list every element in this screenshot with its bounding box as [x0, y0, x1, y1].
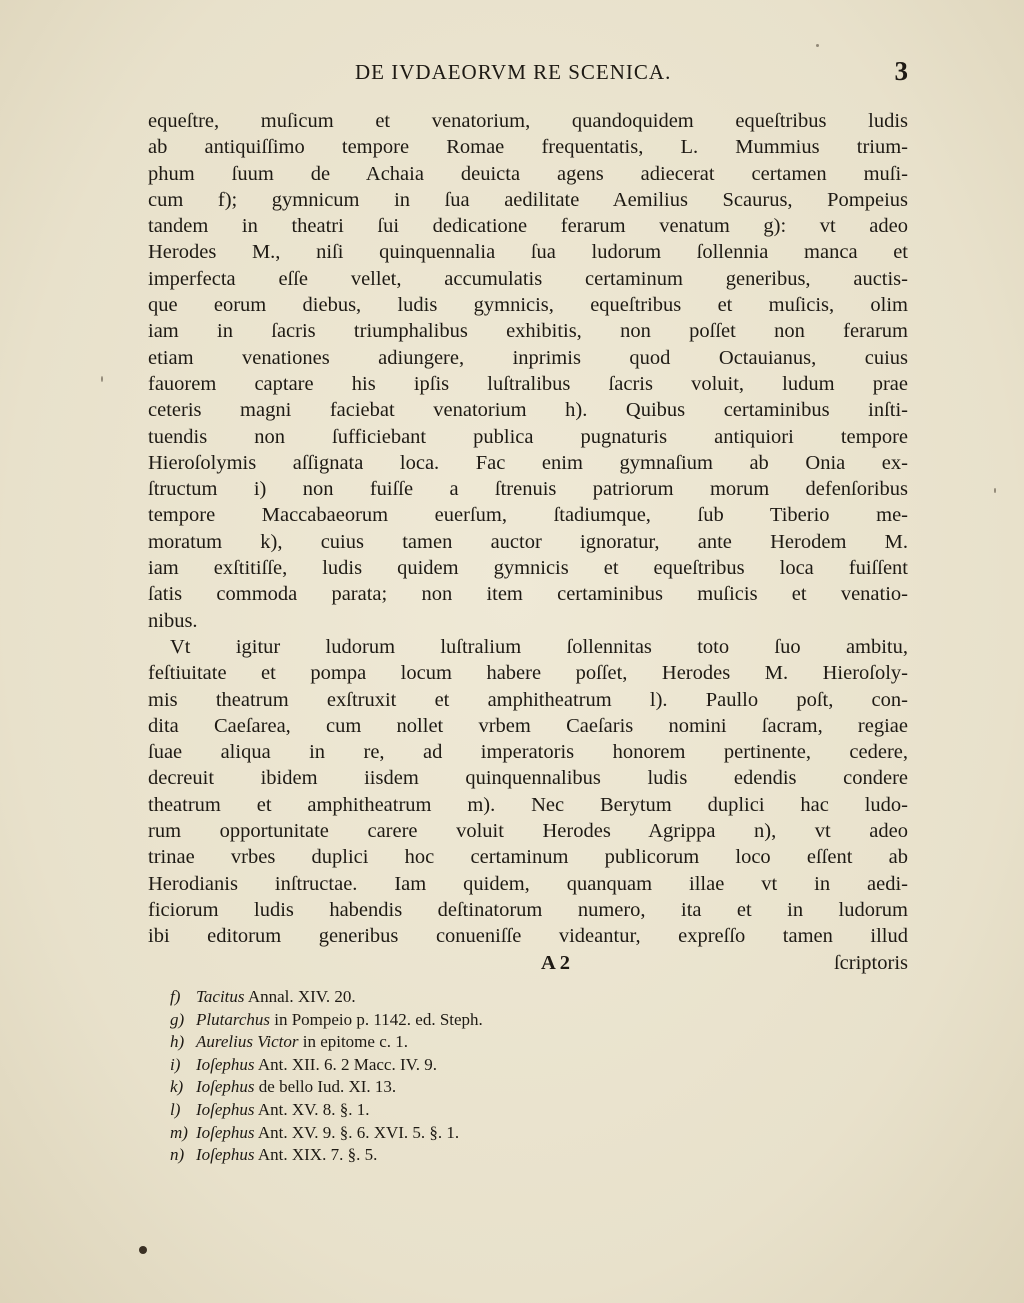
- footnote-reference: Ant. XII. 6. 2 Macc. IV. 9.: [254, 1054, 437, 1074]
- footnote-mark: f): [170, 987, 181, 1006]
- footnote: [170, 986, 790, 1009]
- text-line: iam exſtitiſſe, ludis quidem gymnicis et equeſtribus loca fuiſſent: [148, 557, 908, 580]
- footnote-reference: in epitome c. 1.: [298, 1032, 408, 1052]
- page-header: [148, 56, 908, 92]
- catchword: ſcriptoris: [833, 951, 908, 974]
- signature-row: [148, 950, 908, 976]
- text-line: cum f); gymnicum in ſua aedilitate Aemilius Scaurus, Pompeius: [148, 188, 908, 211]
- text-line: theatrum et amphitheatrum m). Nec Berytum duplici hac ludo-: [148, 793, 908, 816]
- main-text: [148, 108, 908, 976]
- footnote: [170, 1122, 790, 1145]
- footnote-author: Plutarchus: [196, 1009, 270, 1029]
- footnote-author: Ioſephus: [196, 1054, 255, 1074]
- text-line: ceteris magni faciebat venatorium h). Quibus certaminibus inſti-: [148, 399, 908, 422]
- text-line: decreuit ibidem iisdem quinquennalibus ludis edendis condere: [148, 767, 908, 790]
- text-line: Herodes M., niſi quinquennalia ſua ludorum ſollennia manca et: [148, 241, 908, 264]
- text-line: dita Caeſarea, cum nollet vrbem Caeſaris nomini ſacram, regiae: [148, 714, 908, 737]
- text-line: trinae vrbes duplici hoc certaminum publicorum loco eſſent ab: [148, 846, 908, 869]
- footnotes: [170, 986, 790, 1167]
- footnote-mark: i): [170, 1054, 181, 1074]
- text-line: phum ſuum de Achaia deuicta agens adiecerat certamen muſi-: [148, 162, 908, 185]
- footnote-reference: Ant. XIX. 7. §. 5.: [254, 1145, 378, 1165]
- footnote-reference: Ant. XV. 8. §. 1.: [254, 1099, 370, 1119]
- text-line: nibus.: [148, 609, 198, 632]
- footnote-mark: h): [170, 1032, 185, 1052]
- footnote: [170, 1076, 790, 1099]
- text-line: tempore Maccabaeorum euerſum, ſtadiumque, ſub Tiberio me-: [148, 504, 908, 527]
- footnote-reference: de bello Iud. XI. 13.: [254, 1077, 397, 1097]
- footnote-mark: n): [170, 1145, 185, 1165]
- text-line: Herodianis inſtructae. Iam quidem, quanquam illae vt in aedi-: [148, 872, 908, 895]
- footnote-reference: Annal. XIV. 20.: [244, 987, 356, 1006]
- text-line: mis theatrum exſtruxit et amphitheatrum l). Paullo poſt, con-: [148, 688, 908, 711]
- footnote: [170, 1009, 790, 1032]
- footnote-author: Tacitus: [196, 987, 245, 1006]
- footnote-mark: l): [170, 1099, 181, 1119]
- ink-speck: [101, 376, 103, 382]
- text-line: ſatis commoda parata; non item certaminibus muſicis et venatio-: [148, 583, 908, 606]
- text-line: ficiorum ludis habendis deſtinatorum numero, ita et in ludorum: [148, 898, 908, 921]
- footnote-author: Ioſephus: [196, 1145, 255, 1165]
- footnote-author: Ioſephus: [196, 1077, 255, 1097]
- text-line: equeſtre, muſicum et venatorium, quandoquidem equeſtribus ludis: [148, 110, 908, 132]
- text-line: ſuae aliqua in re, ad imperatoris honorem pertinente, cedere,: [148, 741, 908, 764]
- footnote: [170, 1031, 790, 1054]
- text-line: imperfecta eſſe vellet, accumulatis certaminum generibus, auctis-: [148, 267, 908, 290]
- footnote: [170, 1099, 790, 1122]
- ink-speck: [816, 44, 819, 47]
- footnote-mark: k): [170, 1077, 184, 1097]
- footnote-reference: Ant. XV. 9. §. 6. XVI. 5. §. 1.: [254, 1122, 460, 1142]
- footnote: [170, 1054, 790, 1077]
- text-line: tuendis non ſufficiebant publica pugnaturis antiquiori tempore: [148, 425, 908, 448]
- text-line: ibi editorum generibus conueniſſe videantur, expreſſo tamen illud: [148, 925, 908, 948]
- signature-mark: A 2: [541, 951, 571, 974]
- text-line: fauorem captare his ipſis luſtralibus ſacris voluit, ludum prae: [148, 372, 908, 395]
- footnote-reference: in Pompeio p. 1142. ed. Steph.: [269, 1009, 483, 1029]
- footnote-author: Ioſephus: [196, 1122, 255, 1142]
- text-line: rum opportunitate carere voluit Herodes Agrippa n), vt adeo: [148, 820, 908, 843]
- text-line: ſtructum i) non fuiſſe a ſtrenuis patriorum morum defenſoribus: [148, 478, 908, 501]
- text-line: moratum k), cuius tamen auctor ignoratur, ante Herodem M.: [148, 530, 908, 553]
- footnote-mark: g): [170, 1009, 185, 1029]
- footnote-mark: m): [170, 1122, 188, 1142]
- text-line: Hieroſolymis aſſignata loca. Fac enim gymnaſium ab Onia ex-: [148, 451, 908, 474]
- footnote: [170, 1144, 790, 1167]
- text-line: etiam venationes adiungere, inprimis quod Octauianus, cuius: [148, 346, 908, 369]
- text-line: que eorum diebus, ludis gymnicis, equeſtribus et muſicis, olim: [148, 294, 908, 317]
- footnote-author: Ioſephus: [196, 1099, 255, 1119]
- text-line: iam in ſacris triumphalibus exhibitis, non poſſet non ferarum: [148, 320, 908, 343]
- running-title: DE IVDAEORVM RE SCENICA.: [355, 60, 672, 84]
- text-line: feſtiuitate et pompa locum habere poſſet, Herodes M. Hieroſoly-: [148, 662, 908, 685]
- footnote-author: Aurelius Victor: [196, 1032, 299, 1052]
- page-number: 3: [894, 56, 908, 86]
- text-line: Vt igitur ludorum luſtralium ſollennitas toto ſuo ambitu,: [170, 635, 908, 658]
- ink-speck: [994, 488, 996, 493]
- text-line: tandem in theatri ſui dedicatione ferarum venatum g): vt adeo: [148, 215, 908, 238]
- text-line: ab antiquiſſimo tempore Romae frequentatis, L. Mummius trium-: [148, 136, 908, 159]
- ink-spot: [139, 1246, 147, 1254]
